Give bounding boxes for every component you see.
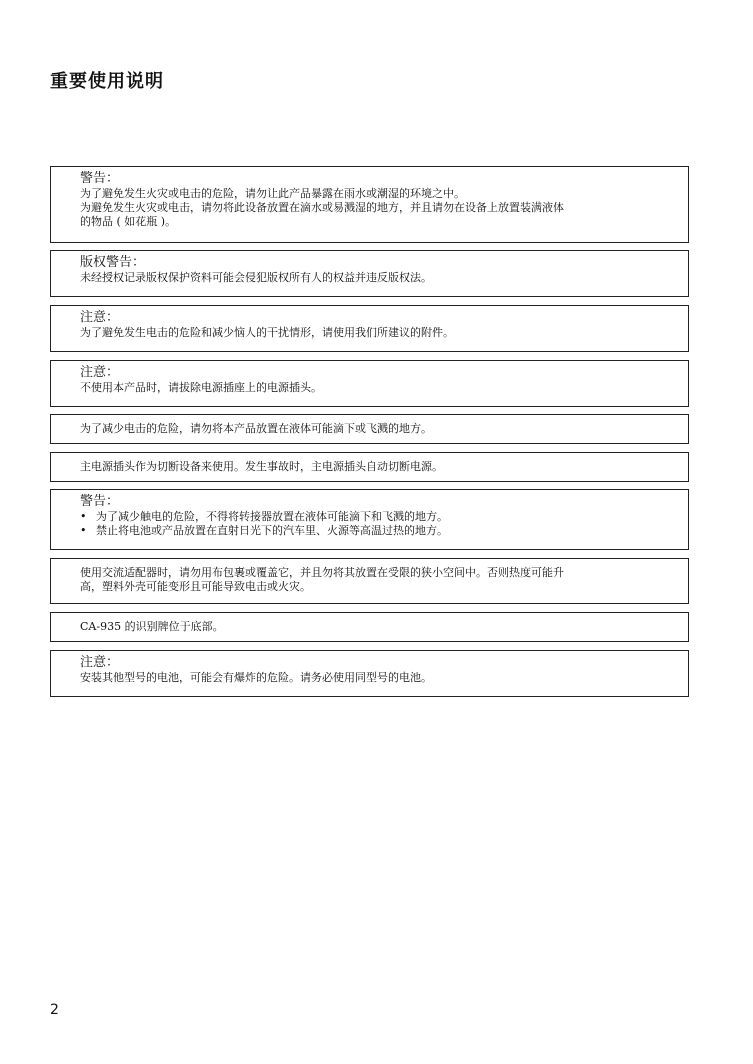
- copyright-warning-box: [50, 250, 689, 297]
- bullet-icon: •: [80, 524, 87, 537]
- box-line: 安装其他型号的电池，可能会有爆炸的危险。请务必使用同型号的电池。: [80, 671, 432, 684]
- box-heading: 注意：: [80, 365, 120, 380]
- box-heading: 注意：: [80, 310, 120, 325]
- notice-box-plug: [50, 452, 689, 482]
- bullet-text: 禁止将电池或产品放置在直射日光下的汽车里、火源等高温过热的地方。: [96, 524, 448, 537]
- box-heading: 注意：: [80, 655, 120, 670]
- box-line: 高，塑料外壳可能变形且可能导致电击或火灾。: [80, 580, 311, 593]
- page-title: 重要使用说明: [50, 71, 164, 92]
- box-line: 使用交流适配器时，请勿用布包裹或覆盖它，并且勿将其放置在受限的狭小空间中。否则热度可能升: [80, 566, 564, 579]
- box-line: 未经授权记录版权保护资料可能会侵犯版权所有人的权益并违反版权法。: [80, 271, 432, 284]
- caution-box-accessories: [50, 305, 689, 352]
- notice-box-nameplate: [50, 612, 689, 642]
- box-line: 主电源插头作为切断设备来使用。发生事故时，主电源插头自动切断电源。: [80, 460, 443, 473]
- warning-box-fire: [50, 166, 689, 243]
- page-number: 2: [50, 1002, 59, 1018]
- caution-box-unplug: [50, 360, 689, 407]
- warning-box-adapter: [50, 489, 689, 550]
- box-line: 为避免发生火灾或电击，请勿将此设备放置在滴水或易溅湿的地方，并且请勿在设备上放置装满液体: [80, 201, 564, 214]
- box-heading: 警告：: [80, 171, 120, 186]
- box-heading: 警告：: [80, 494, 120, 509]
- box-line: 为了避免发生电击的危险和减少恼人的干扰情形，请使用我们所建议的附件。: [80, 326, 454, 339]
- bullet-icon: •: [80, 510, 87, 523]
- box-line: 的物品 ( 如花瓶 )。: [80, 215, 177, 228]
- box-line: 为了减少电击的危险，请勿将本产品放置在液体可能滴下或飞溅的地方。: [80, 422, 432, 435]
- bullet-item: [80, 524, 674, 538]
- box-heading: 版权警告：: [80, 255, 146, 270]
- notice-box-ac-adapter: [50, 558, 689, 604]
- box-line: 为了避免发生火灾或电击的危险，请勿让此产品暴露在雨水或潮湿的环境之中。: [80, 187, 465, 200]
- box-line: 不使用本产品时，请拔除电源插座上的电源插头。: [80, 381, 322, 394]
- caution-box-battery: [50, 650, 689, 697]
- box-line: CA-935 的识别牌位于底部。: [80, 620, 224, 633]
- bullet-text: 为了减少触电的危险，不得将转接器放置在液体可能滴下和飞溅的地方。: [96, 510, 448, 523]
- notice-box-liquid: [50, 414, 689, 444]
- bullet-item: [80, 510, 674, 524]
